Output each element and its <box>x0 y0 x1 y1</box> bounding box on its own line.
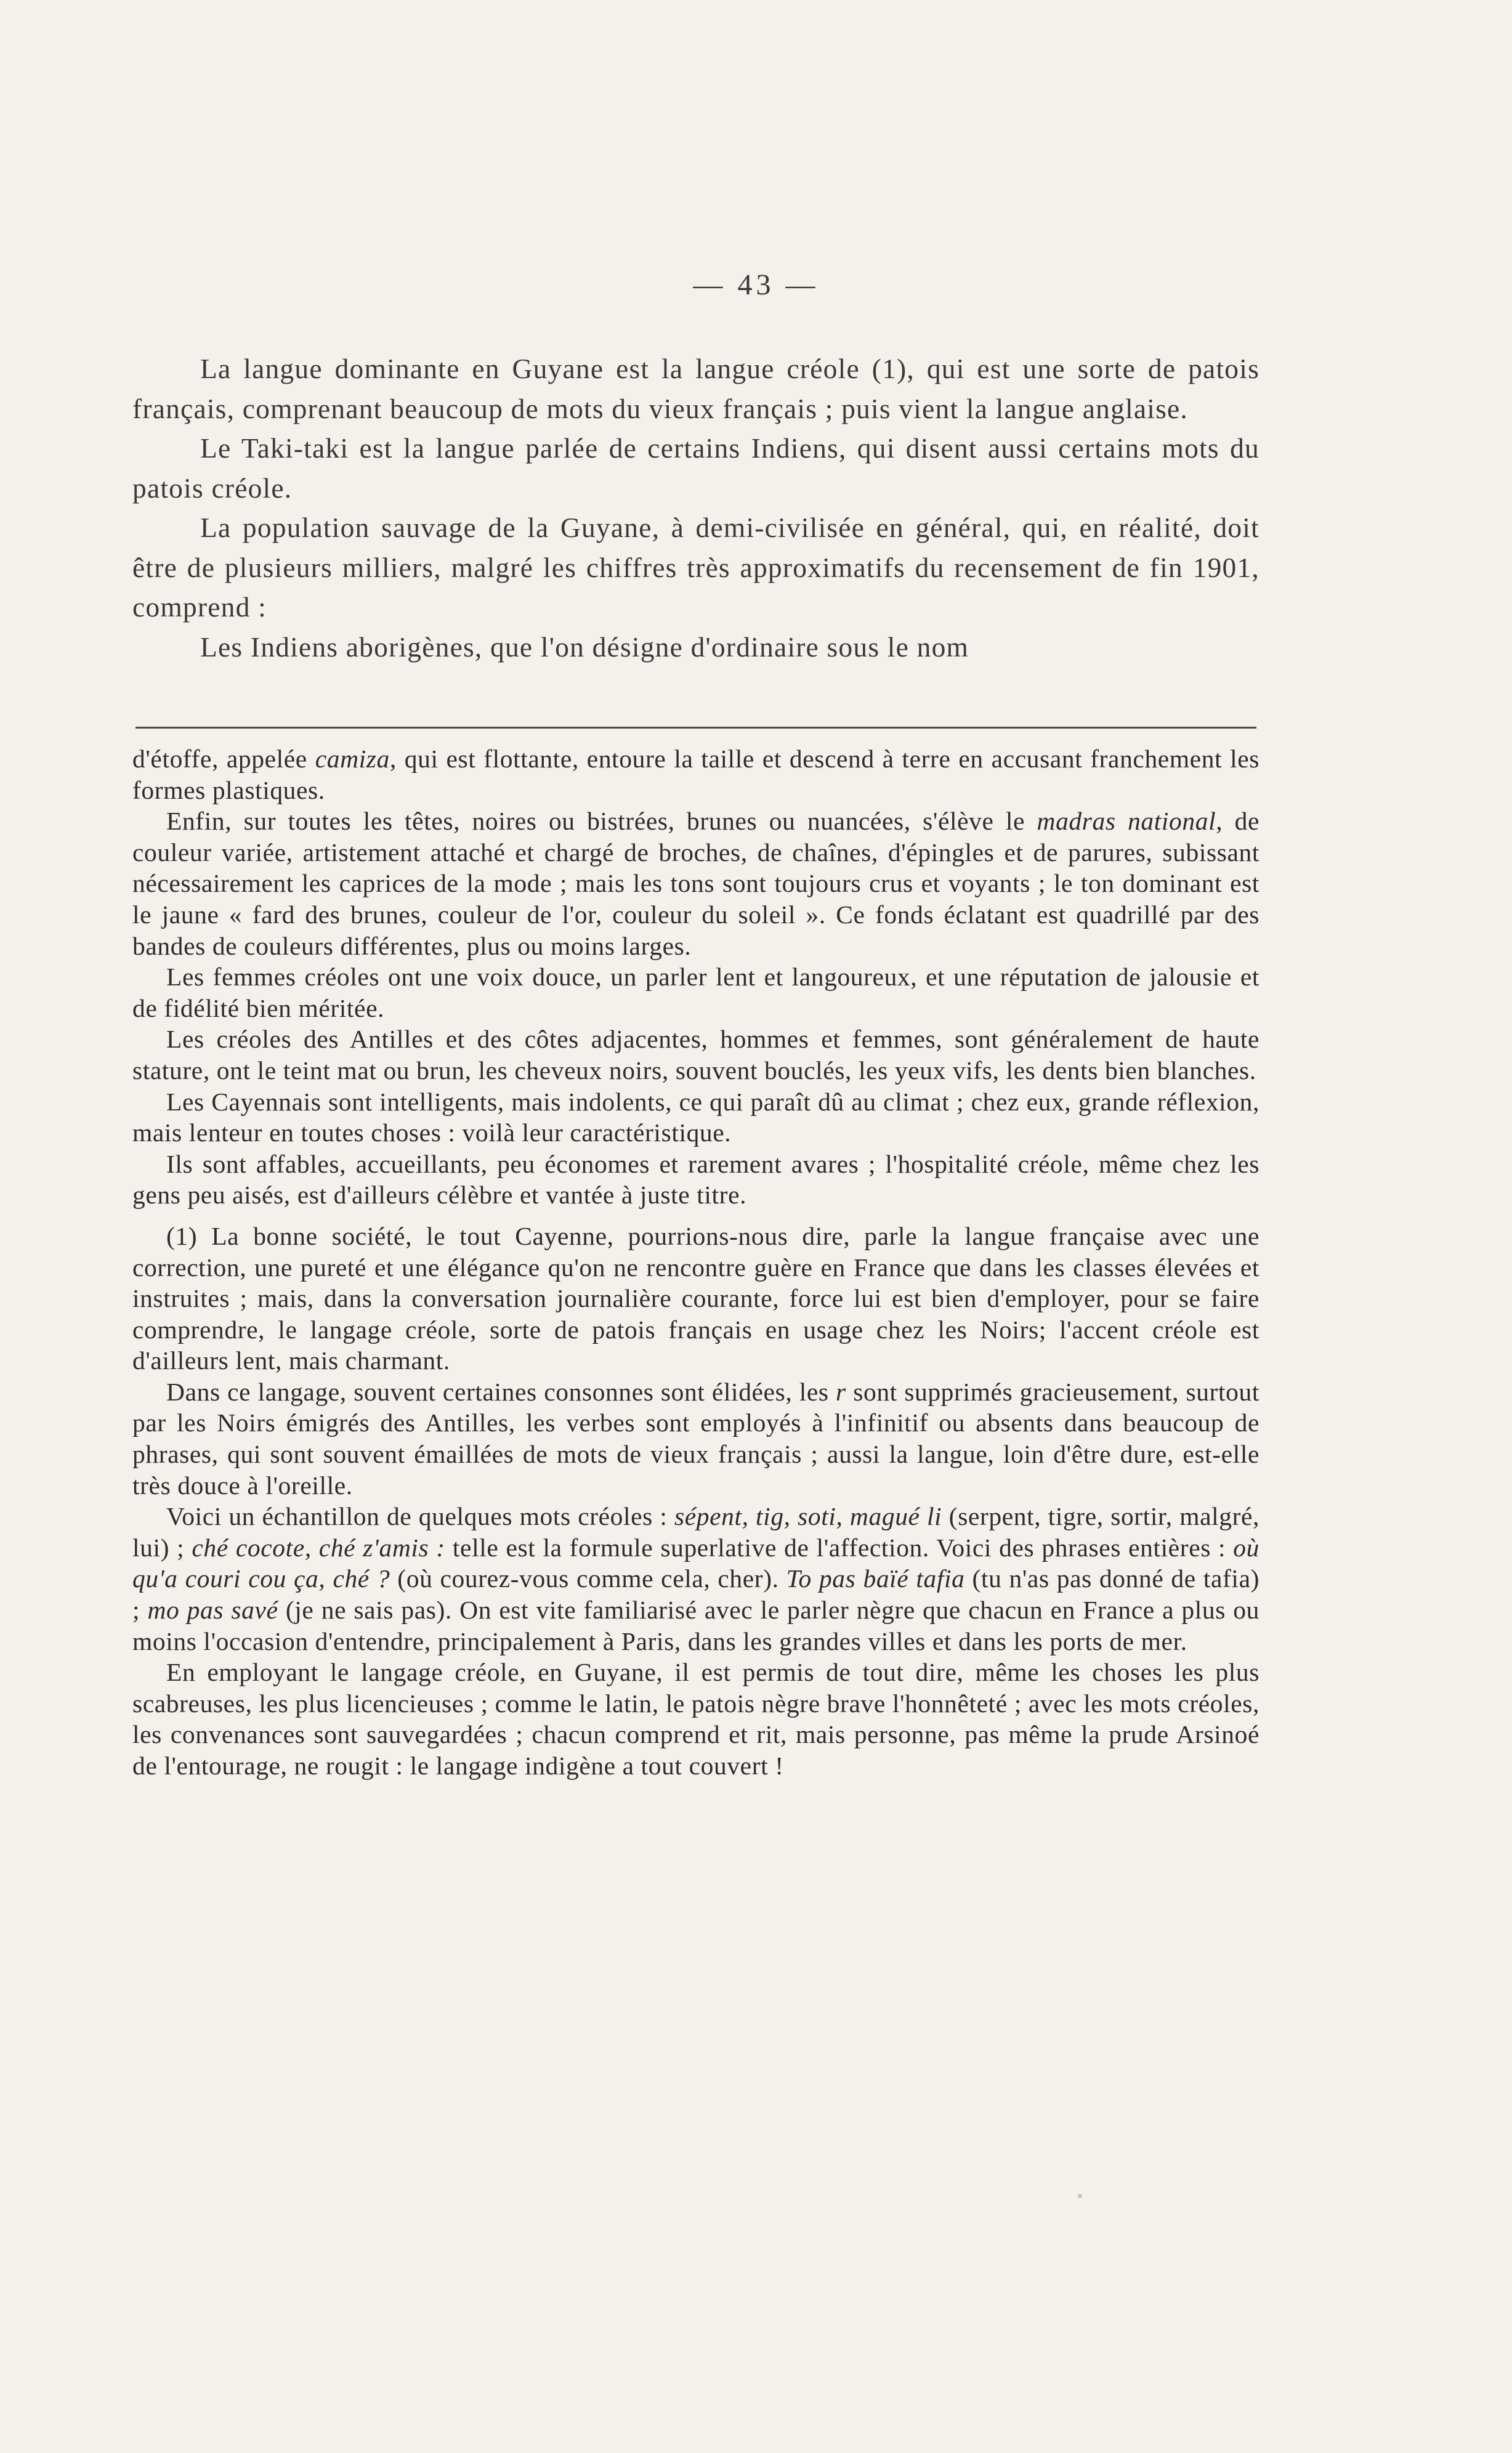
main-text <box>132 349 1259 667</box>
italic-term: camiza <box>315 745 390 773</box>
footnote-sample <box>132 1501 1259 1657</box>
footnote-1: (1) La bonne société, le tout Cayenne, pourrions-nous dire, parle la langue française avec une correction, une pureté et une élégance qu'on ne rencontre guère en France que dans les classes élevées et instruites ; mais, dans la conversation journalière courante, force lui est bien d'employer, pour se faire comprendre, le langage créole, sorte de patois français en usage chez les Noirs; l'accent créole est d'ailleurs lent, mais charmant. <box>132 1221 1259 1375</box>
footnote-antilles: Les créoles des Antilles et des côtes adjacentes, hommes et femmes, sont généralement de haute stature, ont le teint mat ou brun, les cheveux noirs, souvent bouclés, les yeux vifs, les dents bien blanches. <box>132 1025 1259 1085</box>
creole-example: ché cocote, ché z'amis : <box>192 1533 445 1562</box>
creole-example: To pas baïé tafia <box>786 1564 965 1593</box>
creole-example: où qu'a couri cou ça, ché ? <box>132 1533 1259 1593</box>
ink-speck <box>1078 2194 1082 2198</box>
text-run: Dans ce langage, souvent certaines consonnes sont élidées, les <box>166 1377 836 1406</box>
footnote-elision <box>132 1376 1259 1501</box>
paragraph-dominant-language: La langue dominante en Guyane est la langue créole (1), qui est une sorte de patois français, comprenant beaucoup de mots du vieux français ; puis vient la langue anglaise. <box>132 353 1259 424</box>
paragraph-population: La population sauvage de la Guyane, à demi-civilisée en général, qui, en réalité, doit être de plusieurs milliers, malgré les chiffres très approximatifs du recensement de fin 1901, comprend : <box>132 512 1259 623</box>
text-run: telle est la formule superlative de l'affection. Voici des phrases entières : <box>445 1533 1234 1562</box>
text-run: Enfin, sur toutes les têtes, noires ou bistrées, brunes ou nuancées, s'élève le <box>166 807 1037 836</box>
footnote-women: Les femmes créoles ont une voix douce, un parler lent et langoureux, et une réputation de jalousie et de fidélité bien méritée. <box>132 963 1259 1022</box>
footnote-last: En employant le langage créole, en Guyane, il est permis de tout dire, même les choses les plus scabreuses, les plus licencieuses ; comme le latin, le patois nègre brave l'honnêteté ; avec les mots créoles, les convenances sont sauvegardées ; chacun comprend et rit, mais personne, pas même la prude Arsinoé de l'entourage, ne rougit : le langage indigène a tout couvert ! <box>132 1658 1259 1780</box>
footnote-cayennais: Les Cayennais sont intelligents, mais indolents, ce qui paraît dû au climat ; chez eux, grande réflexion, mais lenteur en toutes choses : voilà leur caractéristique. <box>132 1087 1259 1147</box>
text-run: (je ne sais pas). On est vite familiarisé avec le parler nègre que chacun en France a plus ou moins l'occasion d'entendre, principalement à Paris, dans les grandes villes et dans les ports de mer. <box>132 1596 1259 1655</box>
text-run: d'étoffe, appelée <box>132 745 315 773</box>
italic-term: madras national <box>1037 807 1216 836</box>
footnote-separator <box>135 727 1256 729</box>
footnote-continuation <box>132 743 1259 806</box>
text-run: Voici un échantillon de quelques mots créoles : <box>166 1502 674 1531</box>
creole-example: sépent, tig, soti, magué li <box>674 1502 942 1531</box>
footnote-hospitality: Ils sont affables, accueillants, peu économes et rarement avares ; l'hospitalité créole, même chez les gens peu aisés, est d'ailleurs célèbre et vantée à juste titre. <box>132 1149 1259 1210</box>
footnote-madras <box>132 806 1259 961</box>
text-run: (serpent, tigre, sortir, malgré, lui) ; <box>132 1502 1259 1562</box>
page-number: — 43 — <box>693 269 819 301</box>
text-run: , de couleur variée, artistement attaché et chargé de broches, de chaînes, d'épingles et de parures, subissant nécessairement les caprices de la mode ; mais les tons sont toujours crus et voyants ; le ton dominant est le jaune « fard des brunes, couleur de l'or, couleur du soleil ». Ce fonds éclatant est quadrillé par des bandes de couleurs différentes, plus ou moins larges. <box>132 807 1259 960</box>
paragraph-indigenous: Les Indiens aborigènes, que l'on désigne d'ordinaire sous le nom <box>200 631 969 663</box>
creole-example: mo pas savé <box>147 1596 278 1625</box>
italic-letter: r <box>836 1377 846 1406</box>
paragraph-taki-taki: Le Taki-taki est la langue parlée de certains Indiens, qui disent aussi certains mots du patois créole. <box>132 432 1259 504</box>
text-run: sont supprimés gracieusement, surtout par les Noirs émigrés des Antilles, les verbes sont employés à l'infinitif ou absents dans beaucoup de phrases, qui sont souvent émaillées de mots de vieux français ; aussi la langue, loin d'être dure, est-elle très douce à l'oreille. <box>132 1377 1259 1500</box>
text-run: , qui est flottante, entoure la taille et descend à terre en accusant franchement les formes plastiques. <box>132 745 1259 804</box>
text-run: (où courez-vous comme cela, cher). <box>390 1564 786 1593</box>
footnote-text <box>132 743 1259 1782</box>
text-run: (tu n'as pas donné de tafia) ; <box>132 1564 1260 1625</box>
